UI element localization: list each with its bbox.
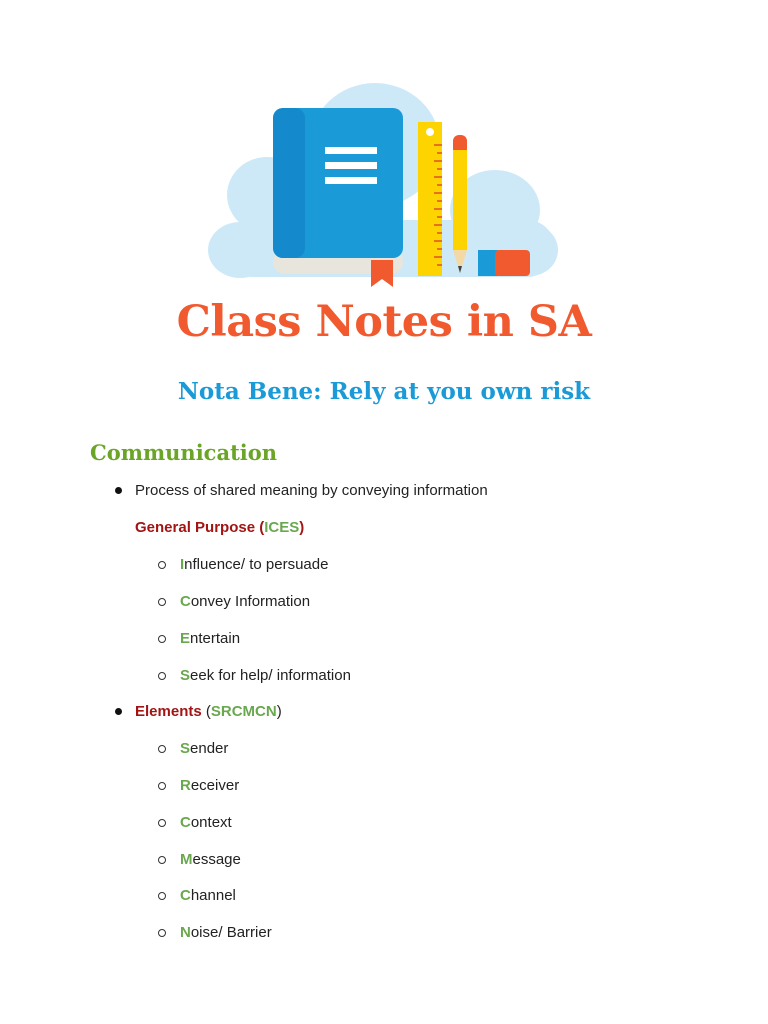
purpose-acronym: ICES bbox=[264, 519, 300, 536]
purpose-paren-close: ) bbox=[299, 519, 305, 536]
hollow-bullet-icon bbox=[158, 745, 166, 753]
hollow-bullet-icon bbox=[158, 929, 166, 937]
elements-label: Elements bbox=[135, 703, 202, 720]
hollow-bullet-icon bbox=[158, 672, 166, 680]
item-text: hannel bbox=[190, 887, 236, 904]
item-text: essage bbox=[192, 851, 241, 868]
mnemonic-letter: N bbox=[180, 924, 191, 941]
header-illustration bbox=[205, 80, 565, 295]
purpose-label-line bbox=[135, 518, 304, 538]
section-heading: Communication bbox=[90, 440, 278, 465]
mnemonic-letter: S bbox=[180, 740, 191, 757]
mnemonic-letter: R bbox=[180, 777, 191, 794]
hollow-bullet-icon bbox=[158, 819, 166, 827]
page-subtitle: Nota Bene: Rely at you own risk bbox=[177, 378, 591, 405]
hollow-bullet-icon bbox=[158, 598, 166, 606]
hollow-bullet-icon bbox=[158, 782, 166, 790]
item-text: eceiver bbox=[190, 777, 240, 794]
mnemonic-letter: C bbox=[180, 814, 191, 831]
mnemonic-letter: S bbox=[180, 667, 191, 684]
purpose-paren-open: ( bbox=[255, 519, 265, 536]
purpose-label: General Purpose bbox=[135, 519, 256, 536]
definition-text: Process of shared meaning by conveying information bbox=[135, 482, 488, 499]
mnemonic-letter: C bbox=[180, 593, 191, 610]
item-text: ntertain bbox=[190, 630, 241, 647]
elements-paren-open: ( bbox=[201, 703, 211, 720]
hollow-bullet-icon bbox=[158, 856, 166, 864]
mnemonic-letter: E bbox=[180, 630, 191, 647]
item-text: nfluence/ to persuade bbox=[184, 556, 329, 573]
pencil-icon bbox=[453, 135, 467, 273]
book-icon bbox=[273, 108, 403, 287]
item-text: oise/ Barrier bbox=[190, 924, 272, 941]
bullet-icon bbox=[115, 487, 122, 494]
page-title: Class Notes in SA bbox=[176, 297, 592, 347]
item-text: onvey Information bbox=[190, 593, 311, 610]
mnemonic-letter: I bbox=[180, 556, 185, 573]
eraser-icon bbox=[478, 250, 530, 276]
item-text: ontext bbox=[190, 814, 232, 831]
elements-acronym: SRCMCN bbox=[210, 703, 277, 720]
ruler-icon bbox=[418, 122, 442, 276]
bullet-icon bbox=[115, 708, 122, 715]
item-text: eek for help/ information bbox=[190, 667, 351, 684]
hollow-bullet-icon bbox=[158, 635, 166, 643]
item-text: ender bbox=[190, 740, 229, 757]
hollow-bullet-icon bbox=[158, 561, 166, 569]
hollow-bullet-icon bbox=[158, 892, 166, 900]
elements-paren-close: ) bbox=[276, 703, 282, 720]
mnemonic-letter: C bbox=[180, 887, 191, 904]
mnemonic-letter: M bbox=[180, 851, 193, 868]
